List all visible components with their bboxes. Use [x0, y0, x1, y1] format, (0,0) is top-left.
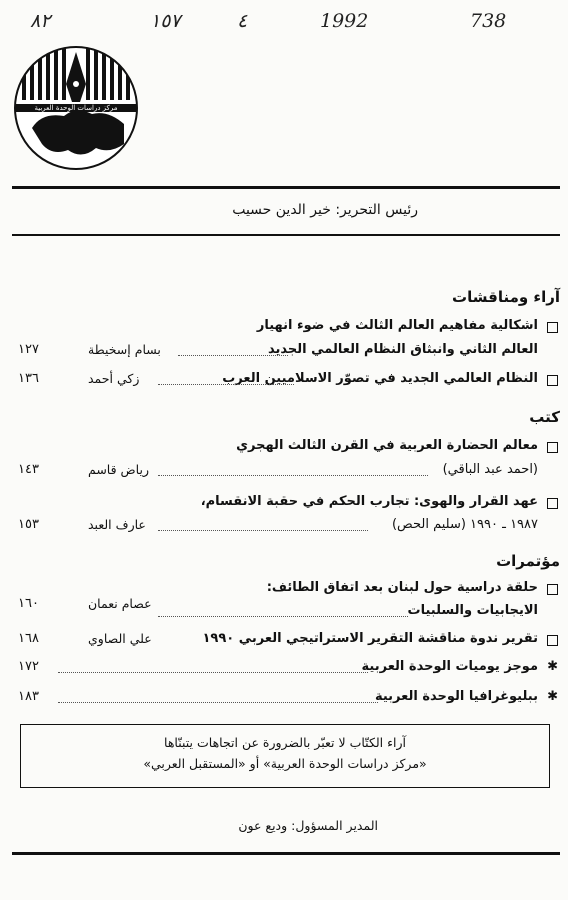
checkbox-icon — [547, 322, 558, 333]
checkbox-icon — [547, 635, 558, 646]
checkbox-icon — [547, 375, 558, 386]
entry-title: معالم الحضارة العربية في القرن الثالث الهجري — [236, 438, 538, 453]
entry-author: رياض قاسم — [88, 462, 149, 477]
disclaimer-line: «مركز دراسات الوحدة العربية» أو «المستقبل العربي» — [143, 756, 427, 771]
toc-entry[interactable] — [18, 318, 558, 340]
entry-title: النظام العالمي الجديد في تصوّر الاسلاميين العرب — [222, 371, 538, 386]
entry-page: ١٥٣ — [18, 517, 39, 532]
editor-rule — [12, 234, 560, 236]
manager-line: المدير المسؤول: وديع عون — [238, 818, 378, 833]
entry-page: ١٧٢ — [18, 659, 39, 674]
entry-title: العالم الثاني وانبثاق النظام العالمي الجديد — [268, 342, 538, 357]
disclaimer-line: آراء الكتّاب لا تعبّر بالضرورة عن اتجاهات يتبنّاها — [164, 735, 406, 750]
entry-page: ١٤٣ — [18, 462, 39, 477]
entry-author: زكي أحمد — [88, 371, 140, 386]
handwritten-note-2: ١٥٧ — [150, 10, 181, 32]
entry-title: (احمد عبد الباقي) — [442, 462, 538, 477]
checkbox-icon — [547, 442, 558, 453]
entry-page: ١٣٦ — [18, 371, 39, 386]
entry-title: الايجابيات والسلبيات — [407, 603, 538, 618]
entry-page: ١٦٨ — [18, 631, 39, 646]
handwritten-note-1: ٨٢ — [30, 10, 51, 32]
editor-in-chief: رئيس التحرير: خير الدين حسيب — [232, 202, 418, 218]
toc-entry[interactable] — [18, 438, 558, 460]
checkbox-icon — [547, 498, 558, 509]
leader-dots — [58, 702, 378, 703]
asterisk-icon: ✱ — [547, 659, 558, 674]
toc-entry[interactable] — [18, 631, 558, 653]
leader-dots — [158, 475, 428, 476]
toc-entry-continued[interactable] — [18, 462, 558, 484]
toc-entry-continued[interactable] — [18, 517, 558, 539]
entry-title: اشكالية مفاهيم العالم الثالث في ضوء انهيار — [256, 318, 538, 333]
checkbox-icon — [547, 584, 558, 595]
leader-dots — [158, 530, 368, 531]
entry-page: ١٨٣ — [18, 689, 39, 704]
handwritten-note-4: 1992 — [320, 10, 369, 32]
toc-entry[interactable] — [18, 494, 558, 516]
toc-entry-extra[interactable] — [18, 659, 558, 681]
disclaimer-box — [20, 724, 550, 788]
section-title-conferences: مؤتمرات — [496, 552, 560, 570]
toc-entry-extra[interactable] — [18, 689, 558, 711]
top-rule — [12, 186, 560, 189]
entry-author: عارف العبد — [88, 517, 146, 532]
entry-title: ببليوغرافيا الوحدة العربية — [374, 689, 538, 704]
entry-title: موجز يوميات الوحدة العربية — [361, 659, 538, 674]
leader-dots — [158, 384, 294, 385]
entry-title: ١٩٨٧ ـ ١٩٩٠ (سليم الحص) — [391, 517, 538, 532]
entry-author: عصام نعمان — [88, 596, 152, 611]
leader-dots — [58, 672, 368, 673]
entry-page: ١٢٧ — [18, 342, 39, 357]
toc-entry-continued[interactable] — [18, 342, 558, 364]
handwritten-note-3: ٤ — [237, 10, 248, 32]
bottom-rule — [12, 852, 560, 855]
section-title-opinions: آراء ومناقشات — [452, 288, 560, 306]
toc-entry-continued[interactable] — [18, 596, 558, 625]
leader-dots — [158, 616, 408, 617]
entry-title: عهد القرار والهوى: تجارب الحكم في حقبة الانقسام، — [200, 494, 538, 509]
section-title-books: كتب — [529, 408, 560, 426]
entry-author: بسام إسخيطة — [88, 342, 161, 357]
toc-entry[interactable] — [18, 371, 558, 393]
asterisk-icon: ✱ — [547, 689, 558, 704]
center-logo — [12, 44, 140, 172]
handwritten-note-5: 738 — [470, 10, 507, 32]
entry-author: علي الصاوي — [88, 631, 152, 646]
entry-title: تقرير ندوة مناقشة التقرير الاستراتيجي العربي ١٩٩٠ — [202, 631, 538, 646]
entry-page: ١٦٠ — [18, 596, 39, 611]
leader-dots — [178, 355, 288, 356]
logo-text: مركز دراسات الوحدة العربية — [16, 104, 136, 112]
entry-title: حلقة دراسية حول لبنان بعد اتفاق الطائف: — [266, 580, 538, 595]
